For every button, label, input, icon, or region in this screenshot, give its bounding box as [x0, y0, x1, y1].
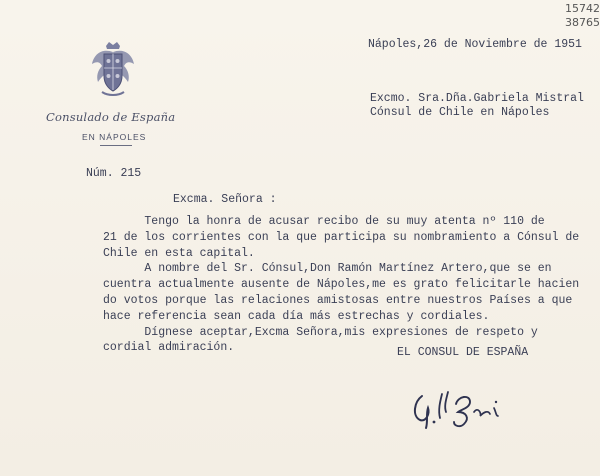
- body-line: cordial admiración.: [103, 341, 235, 355]
- date-line: Nápoles,26 de Noviembre de 1951: [368, 38, 582, 51]
- coat-of-arms-seal: [88, 40, 138, 98]
- body-line: do votos porque las relaciones amistosas entre nuestros Países a que: [103, 293, 573, 307]
- reference-number: Núm. 215: [86, 167, 142, 180]
- body-line: 21 de los corrientes con la que participa su nombramiento a Cónsul de: [103, 230, 580, 244]
- body-line: A nombre del Sr. Cónsul,Don Ramón Martínez Artero,que se en: [103, 262, 552, 276]
- archive-marks: [560, 2, 600, 30]
- body-line: Dígnese aceptar,Excma Señora,mis expresiones de respeto y: [103, 325, 538, 339]
- letterhead-consulado: Consulado de España: [46, 110, 176, 124]
- body-line: hace referencia sean cada día más estrechas y cordiales.: [103, 309, 490, 323]
- handwritten-signature: [408, 382, 518, 432]
- salutation: Excma. Señora :: [173, 193, 277, 206]
- body-line: Tengo la honra de acusar recibo de su muy atenta nº 110 de: [103, 215, 545, 228]
- closing-signatory: EL CONSUL DE ESPAÑA: [397, 346, 529, 359]
- letter-body: [103, 214, 600, 356]
- archive-mark: 38765: [565, 16, 600, 29]
- body-line: Chile en esta capital.: [103, 246, 255, 260]
- letterhead-city: EN NÁPOLES: [82, 132, 147, 142]
- recipient-line-2: Cónsul de Chile en Nápoles: [370, 106, 550, 119]
- letterhead-divider: [100, 145, 132, 146]
- body-line: cuentra actualmente ausente de Nápoles,me es grato felicitarle hacien: [103, 278, 580, 292]
- recipient-line-1: Excmo. Sra.Dña.Gabriela Mistral: [370, 92, 584, 105]
- archive-mark: 15742: [565, 2, 600, 15]
